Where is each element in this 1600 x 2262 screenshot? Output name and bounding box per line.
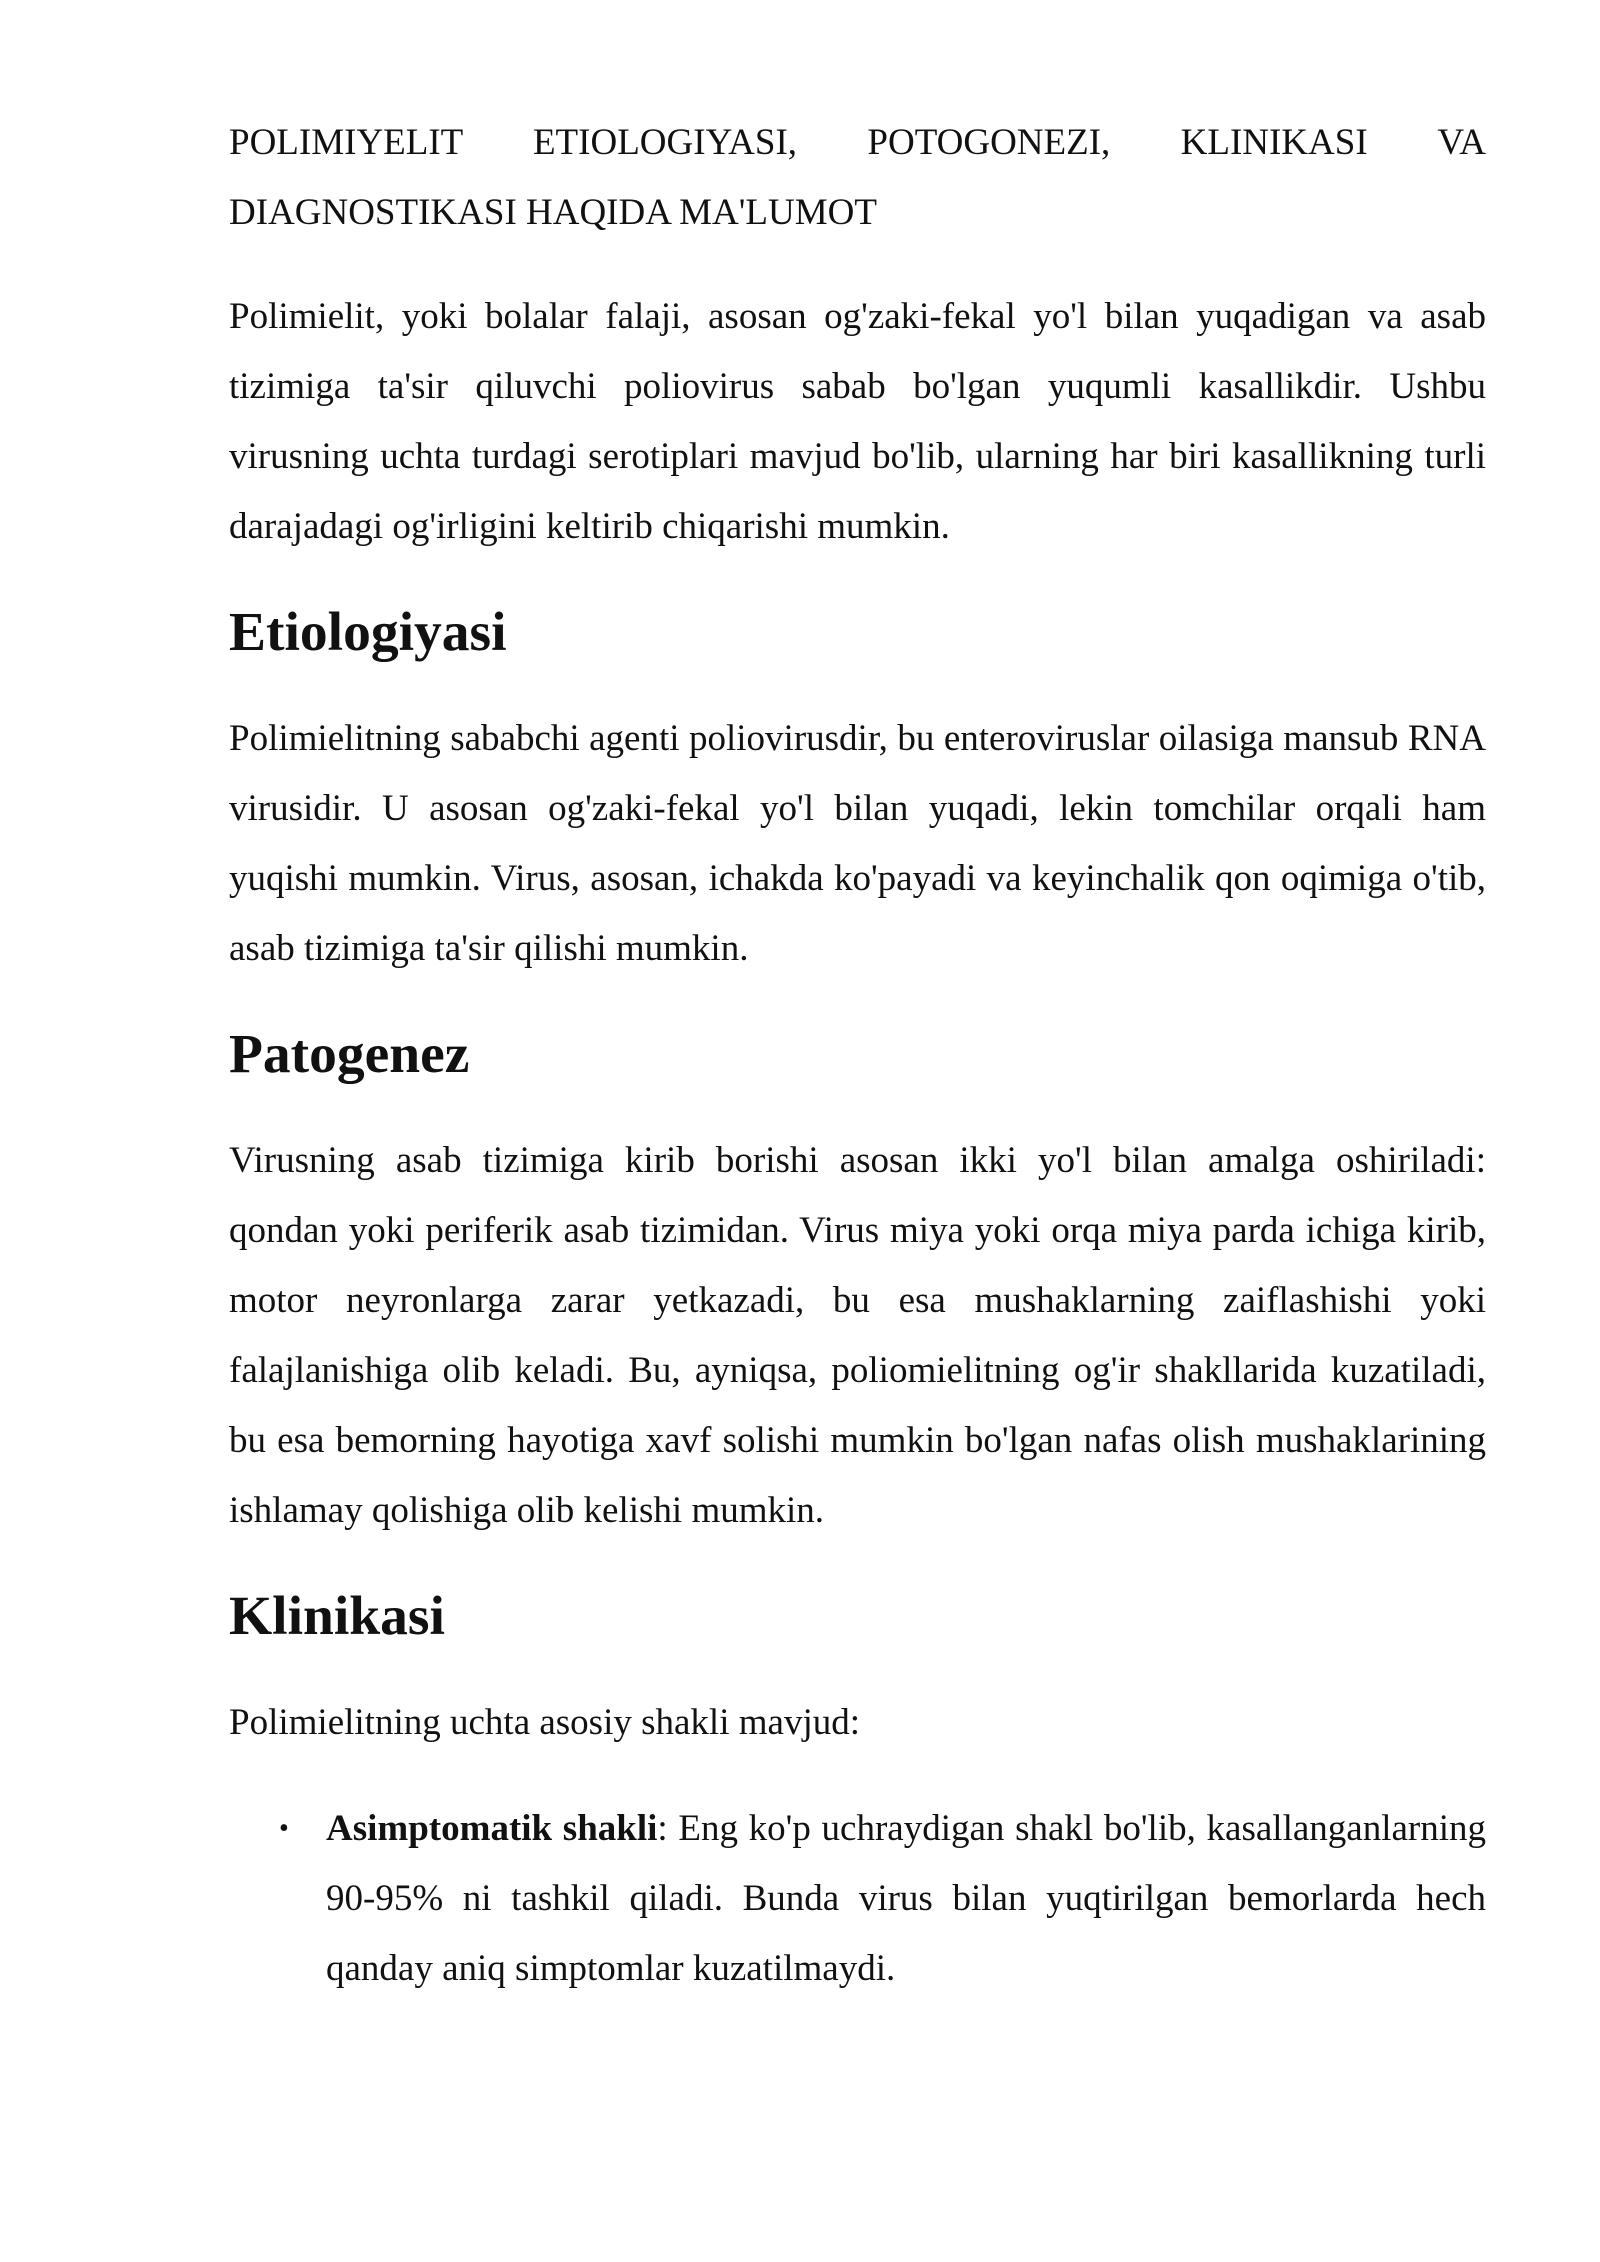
document-page — [229, 108, 1486, 2004]
section-paragraph-patogenez: Virusning asab tizimiga kirib borishi asosan ikki yo'l bilan amalga oshiriladi: qondan yoki periferik asab tizimidan. Virus miya yoki orqa miya parda ichiga kirib, motor neyronlarga zarar yetkazadi, bu esa mushaklarning zaiflashishi yoki falajlanishiga olib keladi. Bu, ayniqsa, poliomielitning og'ir shakllarida kuzatiladi, bu esa bemorning hayotiga xavf solishi mumkin bo'lgan nafas olish mushaklarining ishlamay qolishiga olib kelishi mumkin. — [229, 1140, 1486, 1531]
list-item-text: Eng ko'p uchraydigan shakl bo'lib, kasallanganlarning 90-95% ni tashkil qiladi. Bunda virus bilan yuqtirilgan bemorlarda hech qanday aniq simptomlar kuzatilmaydi. — [326, 1808, 1486, 1989]
section-heading-klinikasi: Klinikasi — [229, 1586, 445, 1647]
clinical-forms-list — [229, 1794, 1486, 2004]
intro-paragraph: Polimielit, yoki bolalar falaji, asosan og'zaki-fekal yo'l bilan yuqadigan va asab tizimiga ta'sir qiluvchi poliovirus sabab bo'lgan yuqumli kasallikdir. Ushbu virusning uchta turdagi serotiplari mavjud bo'lib, ularning har biri kasallikning turli darajadagi og'irligini keltirib chiqarishi mumkin. — [229, 296, 1486, 547]
section-paragraph-klinikasi: Polimielitning uchta asosiy shakli mavjud: — [229, 1702, 861, 1743]
section-heading-etiologiyasi: Etiologiyasi — [229, 602, 507, 663]
list-item — [229, 1794, 1486, 2004]
section-paragraph-etiologiyasi: Polimielitning sababchi agenti poliovirusdir, bu enteroviruslar oilasiga mansub RNA virusidir. U asosan og'zaki-fekal yo'l bilan yuqadi, lekin tomchilar orqali ham yuqishi mumkin. Virus, asosan, ichakda ko'payadi va keyinchalik qon oqimiga o'tib, asab tizimiga ta'sir qilishi mumkin. — [229, 718, 1486, 969]
list-item-separator: : — [657, 1808, 668, 1849]
list-item-term: Asimptomatik shakli — [326, 1808, 658, 1849]
bullet-icon: • — [279, 1813, 289, 1844]
section-heading-patogenez: Patogenez — [229, 1024, 470, 1085]
document-title: POLIMIYELIT ETIOLOGIYASI, POTOGONEZI, KLINIKASI VA DIAGNOSTIKASI HAQIDA MA'LUMOT — [229, 122, 1486, 233]
